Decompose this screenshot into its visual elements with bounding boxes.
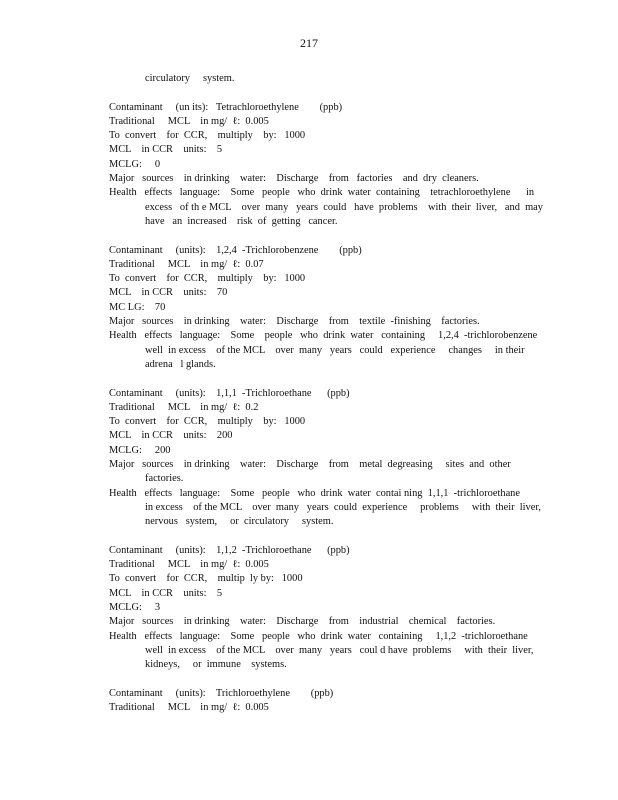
traditional-mcl-line: Traditional MCL in mg/ ℓ: 0.005 bbox=[109, 702, 269, 714]
major-sources-line: Major sources in drinking water: Discharge from metal degreasing sites and other bbox=[109, 459, 511, 471]
health-effects-continuation: well in excess of the MCL over many years could experience changes in their bbox=[145, 344, 525, 356]
major-sources-continuation: factories. bbox=[145, 473, 184, 485]
health-effects-continuation: nervous system, or circulatory system. bbox=[145, 516, 334, 528]
health-effects-line: Health effects language: Some people who drink water containing 1,2,4 -trichlorobenzene bbox=[109, 330, 538, 342]
convert-line: To convert for CCR, multiply by: 1000 bbox=[109, 273, 306, 285]
spacer bbox=[109, 229, 549, 243]
traditional-mcl-line: Traditional MCL in mg/ ℓ: 0.07 bbox=[109, 258, 264, 270]
convert-line: To convert for CCR, multip ly by: 1000 bbox=[109, 573, 303, 585]
spacer bbox=[109, 372, 549, 386]
health-effects-continuation: have an increased risk of getting cancer. bbox=[145, 215, 338, 227]
contaminant-block bbox=[109, 687, 549, 716]
mcl-ccr-line: MCL in CCR units: 5 bbox=[109, 587, 223, 599]
document-body bbox=[109, 72, 549, 715]
convert-line: To convert for CCR, multiply by: 1000 bbox=[109, 416, 306, 428]
contaminant-line: Contaminant (units): 1,1,2 -Trichloroethane (ppb) bbox=[109, 544, 350, 556]
mclg-line: MC LG: 70 bbox=[109, 301, 166, 313]
health-effects-line: Health effects language: Some people who drink water containing 1,1,2 -trichloroethane bbox=[109, 630, 528, 642]
major-sources-line: Major sources in drinking water: Discharge from textile -finishing factories. bbox=[109, 316, 480, 328]
health-effects-line: Health effects language: Some people who drink water containing tetrachloroethylene in bbox=[109, 187, 535, 199]
page-number: 217 bbox=[300, 36, 318, 50]
health-effects-continuation: well in excess of the MCL over many years coul d have problems with their liver, bbox=[145, 644, 534, 656]
contaminant-line: Contaminant (units): 1,1,1 -Trichloroethane (ppb) bbox=[109, 387, 350, 399]
health-effects-continuation: adrena l glands. bbox=[145, 358, 216, 370]
intro-continuation: circulatory system. bbox=[145, 73, 235, 84]
mclg-line: MCLG: 0 bbox=[109, 158, 161, 170]
major-sources-line: Major sources in drinking water: Discharge from industrial chemical factories. bbox=[109, 616, 496, 628]
health-effects-continuation: in excess of the MCL over many years could experience problems with their liver, bbox=[145, 501, 541, 513]
contaminant-block bbox=[109, 544, 549, 673]
contaminant-line: Contaminant (units): Trichloroethylene (ppb) bbox=[109, 687, 334, 699]
contaminant-line: Contaminant (units): 1,2,4 -Trichlorobenzene (ppb) bbox=[109, 244, 362, 256]
health-effects-continuation: kidneys, or immune systems. bbox=[145, 659, 287, 671]
convert-line: To convert for CCR, multiply by: 1000 bbox=[109, 130, 306, 142]
contaminant-line: Contaminant (un its): Tetrachloroethylene (ppb) bbox=[109, 101, 343, 113]
traditional-mcl-line: Traditional MCL in mg/ ℓ: 0.005 bbox=[109, 115, 269, 127]
contaminant-block bbox=[109, 387, 549, 530]
contaminant-block bbox=[109, 244, 549, 373]
mcl-ccr-line: MCL in CCR units: 200 bbox=[109, 430, 233, 442]
spacer bbox=[109, 86, 549, 100]
contaminant-block bbox=[109, 101, 549, 230]
health-effects-continuation: excess of th e MCL over many years could have problems with their liver, and may bbox=[145, 201, 543, 213]
traditional-mcl-line: Traditional MCL in mg/ ℓ: 0.005 bbox=[109, 559, 269, 571]
mcl-ccr-line: MCL in CCR units: 5 bbox=[109, 144, 223, 156]
major-sources-line: Major sources in drinking water: Discharge from factories and dry cleaners. bbox=[109, 173, 479, 185]
spacer bbox=[109, 530, 549, 544]
mclg-line: MCLG: 3 bbox=[109, 601, 161, 613]
traditional-mcl-line: Traditional MCL in mg/ ℓ: 0.2 bbox=[109, 401, 259, 413]
mcl-ccr-line: MCL in CCR units: 70 bbox=[109, 287, 228, 299]
mclg-line: MCLG: 200 bbox=[109, 444, 171, 456]
health-effects-line: Health effects language: Some people who drink water contai ning 1,1,1 -trichloroethane bbox=[109, 487, 520, 499]
spacer bbox=[109, 672, 549, 686]
